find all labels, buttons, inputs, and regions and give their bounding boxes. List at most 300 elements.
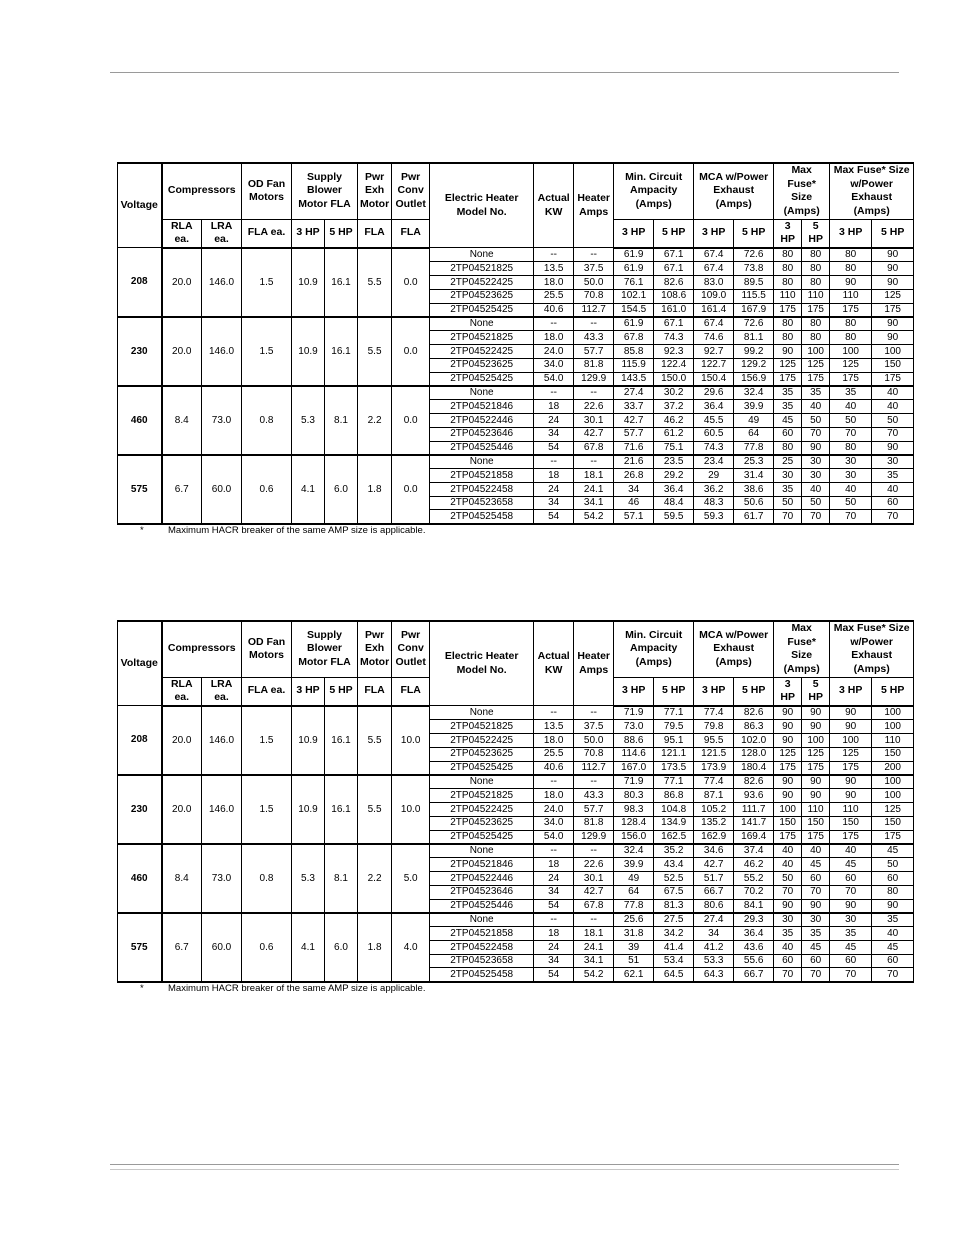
mca-pe-3hp-cell: 36.4 xyxy=(694,400,734,414)
max-fuse-header: Max Fuse* Size (Amps) xyxy=(774,621,830,677)
mca-5hp-cell: 161.0 xyxy=(654,303,694,317)
mca-pe-5hp-cell: 141.7 xyxy=(734,816,774,830)
mca-pe-3hp-cell: 74.3 xyxy=(694,441,734,455)
fuse-pe-5hp-cell: 100 xyxy=(872,789,914,803)
lra-cell: 146.0 xyxy=(202,317,242,386)
fuse-3hp-cell: 80 xyxy=(774,317,802,331)
fuse-3hp-cell: 90 xyxy=(774,720,802,734)
fuse-pe-5hp-cell: 40 xyxy=(872,400,914,414)
fuse-5hp-cell: 80 xyxy=(802,262,830,276)
fuse-3hp-cell: 90 xyxy=(774,899,802,913)
mca-3hp-cell: 71.6 xyxy=(614,441,654,455)
mca-5hp-cell: 52.5 xyxy=(654,871,694,885)
fuse-5hp-cell: 50 xyxy=(802,496,830,510)
actual-kw-cell: 13.5 xyxy=(534,262,574,276)
fuse-3hp-cell: 125 xyxy=(774,747,802,761)
heater-model-cell: None xyxy=(430,317,534,331)
fuse-5hp-cell: 30 xyxy=(802,469,830,483)
fuse-5hp-cell: 100 xyxy=(802,344,830,358)
fuse-5hp-cell: 80 xyxy=(802,275,830,289)
actual-kw-cell: 24.0 xyxy=(534,802,574,816)
fuse-5hp-cell: 125 xyxy=(802,747,830,761)
lra-cell: 60.0 xyxy=(202,913,242,982)
actual-kw-cell: -- xyxy=(534,386,574,400)
mca-pe-5hp-cell: 55.2 xyxy=(734,871,774,885)
actual-kw-cell: 54 xyxy=(534,899,574,913)
sb-3hp-cell: 10.9 xyxy=(292,775,325,844)
sb-5hp-cell: 16.1 xyxy=(325,706,358,775)
heater-amps-cell: 129.9 xyxy=(574,372,614,386)
pe-fla-cell: 2.2 xyxy=(358,386,392,455)
sb-5hp-cell: 8.1 xyxy=(325,844,358,913)
voltage-cell: 230 xyxy=(118,317,162,386)
spec-table xyxy=(117,620,914,983)
actual-kw-cell: 40.6 xyxy=(534,761,574,775)
heater-amps-cell: -- xyxy=(574,248,614,262)
fuse-pe-3hp-cell: 100 xyxy=(830,344,872,358)
sb-5hp-cell: 16.1 xyxy=(325,775,358,844)
mca-pe-3hp-cell: 105.2 xyxy=(694,802,734,816)
fuse-3hp-cell: 90 xyxy=(774,789,802,803)
footer-rule-secondary xyxy=(110,1169,899,1170)
pe-fla-cell: 1.8 xyxy=(358,455,392,524)
fuse-5hp-cell: 70 xyxy=(802,885,830,899)
sb-3hp-cell: 4.1 xyxy=(292,455,325,524)
heater-amps-cell: 22.6 xyxy=(574,400,614,414)
mca-3hp-cell: 61.9 xyxy=(614,248,654,262)
heater-amps-cell: 43.3 xyxy=(574,789,614,803)
table-row xyxy=(118,844,914,858)
mca-5hp-cell: 27.5 xyxy=(654,913,694,927)
pc-fla-cell: 5.0 xyxy=(392,844,430,913)
fuse-pe-3hp-cell: 90 xyxy=(830,275,872,289)
table-row xyxy=(118,386,914,400)
mca-pe-3hp-cell: 51.7 xyxy=(694,871,734,885)
mca-pe-3hp-cell: 53.3 xyxy=(694,954,734,968)
mca-3hp-cell: 46 xyxy=(614,496,654,510)
pe-fla-cell: 1.8 xyxy=(358,913,392,982)
fuse-pe-3hp-cell: 60 xyxy=(830,954,872,968)
mca-5hp-cell: 43.4 xyxy=(654,858,694,872)
pc-fla-cell: 10.0 xyxy=(392,706,430,775)
heater-model-cell: None xyxy=(430,913,534,927)
rla-cell: 6.7 xyxy=(162,913,202,982)
mca-pe-5hp-cell: 84.1 xyxy=(734,899,774,913)
sb-3hp-cell: 5.3 xyxy=(292,844,325,913)
fuse-pe-3hp-cell: 60 xyxy=(830,871,872,885)
mca-pe-3hp-cell: 80.6 xyxy=(694,899,734,913)
heater-model-cell: 2TP04522446 xyxy=(430,871,534,885)
mca-5hp-cell: 86.8 xyxy=(654,789,694,803)
mca-pe-5hp-cell: 29.3 xyxy=(734,913,774,927)
fuse-pe-5hp-cell: 40 xyxy=(872,386,914,400)
fuse-5hp-cell: 90 xyxy=(802,789,830,803)
rla-cell: 20.0 xyxy=(162,248,202,317)
mca-pe-5hp-cell: 72.6 xyxy=(734,248,774,262)
fuse-3hp-cell: 175 xyxy=(774,761,802,775)
actual-kw-cell: 24 xyxy=(534,482,574,496)
pc-fla-cell: 0.0 xyxy=(392,317,430,386)
fuse-pe-3hp-cell: 125 xyxy=(830,358,872,372)
voltage-cell: 208 xyxy=(118,706,162,775)
fuse-pe-3hp-cell: 70 xyxy=(830,427,872,441)
mca-5hp-cell: 92.3 xyxy=(654,344,694,358)
actual-kw-cell: -- xyxy=(534,844,574,858)
pc-fla-cell: 10.0 xyxy=(392,775,430,844)
mca-3hp-cell: 26.8 xyxy=(614,469,654,483)
actual-kw-cell: 18.0 xyxy=(534,733,574,747)
mca-3hp-cell: 49 xyxy=(614,871,654,885)
sb-3hp-cell: 10.9 xyxy=(292,317,325,386)
heater-model-cell: 2TP04525446 xyxy=(430,441,534,455)
fuse-3hp-cell: 80 xyxy=(774,262,802,276)
mca-5hp-cell: 41.4 xyxy=(654,940,694,954)
fuse-3hp-cell: 25 xyxy=(774,455,802,469)
actual-kw-cell: -- xyxy=(534,248,574,262)
heater-amps-cell: -- xyxy=(574,775,614,789)
mca-pe-5hp-cell: 81.1 xyxy=(734,331,774,345)
od-fla-cell: 0.8 xyxy=(242,386,292,455)
heater-model-cell: 2TP04525425 xyxy=(430,372,534,386)
fuse-5hp-cell: 90 xyxy=(802,706,830,720)
fuse-pe-3hp-cell: 175 xyxy=(830,761,872,775)
fuse-5hp-cell: 45 xyxy=(802,940,830,954)
heater-model-cell: 2TP04523658 xyxy=(430,954,534,968)
fuse-pe-3hp-cell: 175 xyxy=(830,830,872,844)
actual-kw-cell: 13.5 xyxy=(534,720,574,734)
heater-amps-cell: 129.9 xyxy=(574,830,614,844)
mca-3hp-cell: 51 xyxy=(614,954,654,968)
fuse-5hp-cell: 40 xyxy=(802,400,830,414)
heater-amps-cell: 37.5 xyxy=(574,720,614,734)
heater-model-cell: 2TP04521825 xyxy=(430,262,534,276)
fuse-pe-5hp-cell: 30 xyxy=(872,455,914,469)
fuse-pe-5hp-header: 5 HP xyxy=(872,677,914,706)
footnote-mark: * xyxy=(140,983,144,994)
od-fla-cell: 1.5 xyxy=(242,775,292,844)
mca-pe-3hp-cell: 87.1 xyxy=(694,789,734,803)
heater-model-cell: 2TP04523646 xyxy=(430,427,534,441)
fuse-5hp-cell: 90 xyxy=(802,720,830,734)
mca-pe-5hp-cell: 50.6 xyxy=(734,496,774,510)
mca-3hp-cell: 128.4 xyxy=(614,816,654,830)
heater-amps-cell: -- xyxy=(574,844,614,858)
od-fla-cell: 1.5 xyxy=(242,706,292,775)
fuse-pe-3hp-cell: 80 xyxy=(830,331,872,345)
footnote-text: Maximum HACR breaker of the same AMP size is applicable. xyxy=(168,983,426,994)
lra-cell: 146.0 xyxy=(202,248,242,317)
mca-pe-5hp-cell: 111.7 xyxy=(734,802,774,816)
mca-pe-5hp-cell: 156.9 xyxy=(734,372,774,386)
fuse-pe-3hp-cell: 110 xyxy=(830,289,872,303)
heater-model-cell: 2TP04525458 xyxy=(430,968,534,982)
mca-pe-5hp-cell: 115.5 xyxy=(734,289,774,303)
fuse-5hp-cell: 60 xyxy=(802,954,830,968)
heater-model-cell: 2TP04521858 xyxy=(430,927,534,941)
fuse-3hp-cell: 70 xyxy=(774,885,802,899)
fuse-pe-5hp-cell: 150 xyxy=(872,358,914,372)
heater-amps-cell: 43.3 xyxy=(574,331,614,345)
heater-amps-cell: 50.0 xyxy=(574,275,614,289)
rla-cell: 20.0 xyxy=(162,775,202,844)
mca-pe-5hp-cell: 46.2 xyxy=(734,858,774,872)
fuse-pe-5hp-cell: 175 xyxy=(872,830,914,844)
fuse-3hp-cell: 35 xyxy=(774,400,802,414)
actual-kw-cell: 34.0 xyxy=(534,358,574,372)
heater-amps-cell: -- xyxy=(574,386,614,400)
fuse-5hp-cell: 110 xyxy=(802,802,830,816)
actual-kw-cell: 34 xyxy=(534,427,574,441)
footer-rule xyxy=(110,1164,899,1165)
heater-amps-header: Heater Amps xyxy=(574,163,614,248)
fuse-3hp-cell: 90 xyxy=(774,344,802,358)
heater-amps-cell: 57.7 xyxy=(574,802,614,816)
mca-3hp-cell: 167.0 xyxy=(614,761,654,775)
mca-3hp-cell: 76.1 xyxy=(614,275,654,289)
actual-kw-cell: -- xyxy=(534,317,574,331)
mca-pe-5hp-header: 5 HP xyxy=(734,677,774,706)
mca-3hp-cell: 25.6 xyxy=(614,913,654,927)
mca-5hp-cell: 23.5 xyxy=(654,455,694,469)
fuse-pe-3hp-cell: 30 xyxy=(830,469,872,483)
fuse-pe-5hp-cell: 45 xyxy=(872,940,914,954)
mca-pe-3hp-cell: 67.4 xyxy=(694,262,734,276)
mca-3hp-cell: 57.7 xyxy=(614,427,654,441)
mca-3hp-cell: 42.7 xyxy=(614,413,654,427)
compressors-header: Compressors xyxy=(162,163,242,219)
lra-cell: 146.0 xyxy=(202,706,242,775)
sb-5hp-cell: 8.1 xyxy=(325,386,358,455)
mca-pe-5hp-cell: 25.3 xyxy=(734,455,774,469)
mca-pe-5hp-cell: 32.4 xyxy=(734,386,774,400)
mca-5hp-cell: 46.2 xyxy=(654,413,694,427)
sb-3hp-cell: 5.3 xyxy=(292,386,325,455)
actual-kw-cell: 18 xyxy=(534,400,574,414)
fuse-3hp-cell: 90 xyxy=(774,733,802,747)
fuse-pe-3hp-cell: 110 xyxy=(830,802,872,816)
voltage-cell: 460 xyxy=(118,844,162,913)
actual-kw-cell: 54.0 xyxy=(534,830,574,844)
fuse-5hp-cell: 175 xyxy=(802,303,830,317)
actual-kw-cell: 18 xyxy=(534,927,574,941)
actual-kw-cell: -- xyxy=(534,706,574,720)
mca-3hp-cell: 156.0 xyxy=(614,830,654,844)
mca-5hp-cell: 108.6 xyxy=(654,289,694,303)
mca-pe-3hp-cell: 83.0 xyxy=(694,275,734,289)
mca-3hp-cell: 57.1 xyxy=(614,510,654,524)
fuse-3hp-cell: 90 xyxy=(774,775,802,789)
heater-model-cell: 2TP04521858 xyxy=(430,469,534,483)
mca-pe-3hp-cell: 95.5 xyxy=(694,733,734,747)
od-fan-header: OD Fan Motors xyxy=(242,163,292,219)
actual-kw-cell: 25.5 xyxy=(534,747,574,761)
mca-5hp-cell: 67.1 xyxy=(654,317,694,331)
fuse-3hp-cell: 45 xyxy=(774,413,802,427)
od-fla-cell: 0.8 xyxy=(242,844,292,913)
fuse-3hp-cell: 100 xyxy=(774,802,802,816)
mca-pe-5hp-cell: 102.0 xyxy=(734,733,774,747)
od-fla-header: FLA ea. xyxy=(242,677,292,706)
heater-amps-cell: 81.8 xyxy=(574,358,614,372)
heater-model-cell: 2TP04523625 xyxy=(430,358,534,372)
fuse-pe-5hp-cell: 90 xyxy=(872,441,914,455)
od-fla-cell: 1.5 xyxy=(242,317,292,386)
heater-model-header: Electric Heater Model No. xyxy=(430,163,534,248)
mca-pe-5hp-cell: 86.3 xyxy=(734,720,774,734)
mca-3hp-cell: 62.1 xyxy=(614,968,654,982)
fuse-3hp-cell: 40 xyxy=(774,844,802,858)
mca-pe-5hp-cell: 129.2 xyxy=(734,358,774,372)
mca-pe-5hp-cell: 73.8 xyxy=(734,262,774,276)
mca-3hp-cell: 27.4 xyxy=(614,386,654,400)
heater-amps-cell: 18.1 xyxy=(574,927,614,941)
mca-5hp-cell: 95.1 xyxy=(654,733,694,747)
heater-amps-cell: -- xyxy=(574,455,614,469)
mca-pe-3hp-cell: 79.8 xyxy=(694,720,734,734)
voltage-cell: 208 xyxy=(118,248,162,317)
fuse-pe-3hp-cell: 175 xyxy=(830,372,872,386)
heater-amps-cell: 112.7 xyxy=(574,303,614,317)
fuse-3hp-cell: 80 xyxy=(774,275,802,289)
mca-pe-3hp-cell: 66.7 xyxy=(694,885,734,899)
heater-amps-cell: 37.5 xyxy=(574,262,614,276)
fuse-5hp-cell: 35 xyxy=(802,927,830,941)
lra-header: LRA ea. xyxy=(202,219,242,248)
mca-5hp-cell: 79.5 xyxy=(654,720,694,734)
actual-kw-cell: 18.0 xyxy=(534,275,574,289)
mca-pe-3hp-cell: 48.3 xyxy=(694,496,734,510)
mca-pe-5hp-cell: 167.9 xyxy=(734,303,774,317)
voltage-header: Voltage xyxy=(118,621,162,706)
actual-kw-cell: 24 xyxy=(534,940,574,954)
min-circuit-header: Min. Circuit Ampacity (Amps) xyxy=(614,621,694,677)
actual-kw-cell: 54.0 xyxy=(534,372,574,386)
mca-pe-3hp-cell: 64.3 xyxy=(694,968,734,982)
sb-3hp-cell: 10.9 xyxy=(292,248,325,317)
pe-fla-header: FLA xyxy=(358,677,392,706)
mca-5hp-header: 5 HP xyxy=(654,677,694,706)
fuse-5hp-cell: 50 xyxy=(802,413,830,427)
actual-kw-cell: 24 xyxy=(534,871,574,885)
fuse-3hp-cell: 70 xyxy=(774,510,802,524)
mca-pe-3hp-cell: 173.9 xyxy=(694,761,734,775)
mca-3hp-cell: 77.8 xyxy=(614,899,654,913)
fuse-3hp-cell: 35 xyxy=(774,386,802,400)
mca-pe-5hp-cell: 82.6 xyxy=(734,775,774,789)
mca-3hp-cell: 61.9 xyxy=(614,262,654,276)
fuse-5hp-cell: 70 xyxy=(802,427,830,441)
pc-fla-header: FLA xyxy=(392,677,430,706)
heater-model-cell: 2TP04523646 xyxy=(430,885,534,899)
rla-header: RLA ea. xyxy=(162,219,202,248)
mca-pe-5hp-cell: 36.4 xyxy=(734,927,774,941)
fuse-pe-5hp-cell: 60 xyxy=(872,496,914,510)
fuse-pe-3hp-header: 3 HP xyxy=(830,219,872,248)
fuse-pe-5hp-cell: 175 xyxy=(872,372,914,386)
fuse-pe-3hp-cell: 40 xyxy=(830,844,872,858)
mca-pe-5hp-header: 5 HP xyxy=(734,219,774,248)
mca-pe-3hp-cell: 45.5 xyxy=(694,413,734,427)
mca-pe-5hp-cell: 43.6 xyxy=(734,940,774,954)
fuse-pe-3hp-cell: 45 xyxy=(830,940,872,954)
mca-pe-3hp-cell: 150.4 xyxy=(694,372,734,386)
fuse-pe-3hp-cell: 40 xyxy=(830,482,872,496)
fuse-3hp-cell: 175 xyxy=(774,303,802,317)
fuse-pe-3hp-cell: 70 xyxy=(830,510,872,524)
mca-5hp-cell: 35.2 xyxy=(654,844,694,858)
heater-model-cell: 2TP04521825 xyxy=(430,720,534,734)
mca-pe-5hp-cell: 49 xyxy=(734,413,774,427)
heater-amps-cell: 57.7 xyxy=(574,344,614,358)
actual-kw-cell: -- xyxy=(534,455,574,469)
mca-pe-5hp-cell: 64 xyxy=(734,427,774,441)
mca-3hp-cell: 71.9 xyxy=(614,706,654,720)
pc-fla-cell: 0.0 xyxy=(392,455,430,524)
lra-cell: 73.0 xyxy=(202,386,242,455)
fuse-pe-3hp-cell: 90 xyxy=(830,789,872,803)
heater-model-cell: None xyxy=(430,248,534,262)
heater-amps-cell: 34.1 xyxy=(574,496,614,510)
mca-5hp-cell: 81.3 xyxy=(654,899,694,913)
table-row xyxy=(118,455,914,469)
sb-3hp-cell: 4.1 xyxy=(292,913,325,982)
fuse-5hp-cell: 70 xyxy=(802,510,830,524)
actual-kw-cell: 34 xyxy=(534,954,574,968)
od-fan-header: OD Fan Motors xyxy=(242,621,292,677)
heater-amps-cell: 30.1 xyxy=(574,413,614,427)
fuse-pe-5hp-cell: 90 xyxy=(872,331,914,345)
fuse-pe-5hp-cell: 125 xyxy=(872,289,914,303)
mca-3hp-header: 3 HP xyxy=(614,677,654,706)
voltage-cell: 575 xyxy=(118,913,162,982)
footnote-text: Maximum HACR breaker of the same AMP size is applicable. xyxy=(168,525,426,536)
min-circuit-header: Min. Circuit Ampacity (Amps) xyxy=(614,163,694,219)
fuse-pe-5hp-cell: 200 xyxy=(872,761,914,775)
mca-pe-3hp-header: 3 HP xyxy=(694,219,734,248)
heater-model-cell: 2TP04522425 xyxy=(430,275,534,289)
heater-model-cell: None xyxy=(430,775,534,789)
mca-pe-5hp-cell: 169.4 xyxy=(734,830,774,844)
fuse-3hp-cell: 35 xyxy=(774,927,802,941)
mca-pe-3hp-cell: 67.4 xyxy=(694,248,734,262)
mca-pe-3hp-cell: 34 xyxy=(694,927,734,941)
supply-blower-header: Supply Blower Motor FLA xyxy=(292,621,358,677)
mca-5hp-cell: 104.8 xyxy=(654,802,694,816)
fuse-5hp-cell: 30 xyxy=(802,455,830,469)
fuse-pe-3hp-cell: 70 xyxy=(830,968,872,982)
mca-5hp-cell: 67.1 xyxy=(654,262,694,276)
mca-5hp-cell: 53.4 xyxy=(654,954,694,968)
electrical-data-table-2 xyxy=(117,620,914,983)
mca-pe-3hp-cell: 41.2 xyxy=(694,940,734,954)
mca-3hp-cell: 33.7 xyxy=(614,400,654,414)
fuse-5hp-header: 5 HP xyxy=(802,219,830,248)
mca-3hp-cell: 21.6 xyxy=(614,455,654,469)
heater-model-cell: 2TP04525425 xyxy=(430,830,534,844)
mca-5hp-header: 5 HP xyxy=(654,219,694,248)
actual-kw-cell: 24 xyxy=(534,413,574,427)
mca-pe-5hp-cell: 55.6 xyxy=(734,954,774,968)
fuse-pe-3hp-cell: 35 xyxy=(830,386,872,400)
actual-kw-cell: -- xyxy=(534,913,574,927)
mca-5hp-cell: 48.4 xyxy=(654,496,694,510)
fuse-pe-5hp-cell: 90 xyxy=(872,262,914,276)
fuse-3hp-cell: 175 xyxy=(774,830,802,844)
mca-5hp-cell: 74.3 xyxy=(654,331,694,345)
fuse-pe-5hp-cell: 80 xyxy=(872,885,914,899)
sb-3hp-cell: 10.9 xyxy=(292,706,325,775)
pc-fla-cell: 4.0 xyxy=(392,913,430,982)
